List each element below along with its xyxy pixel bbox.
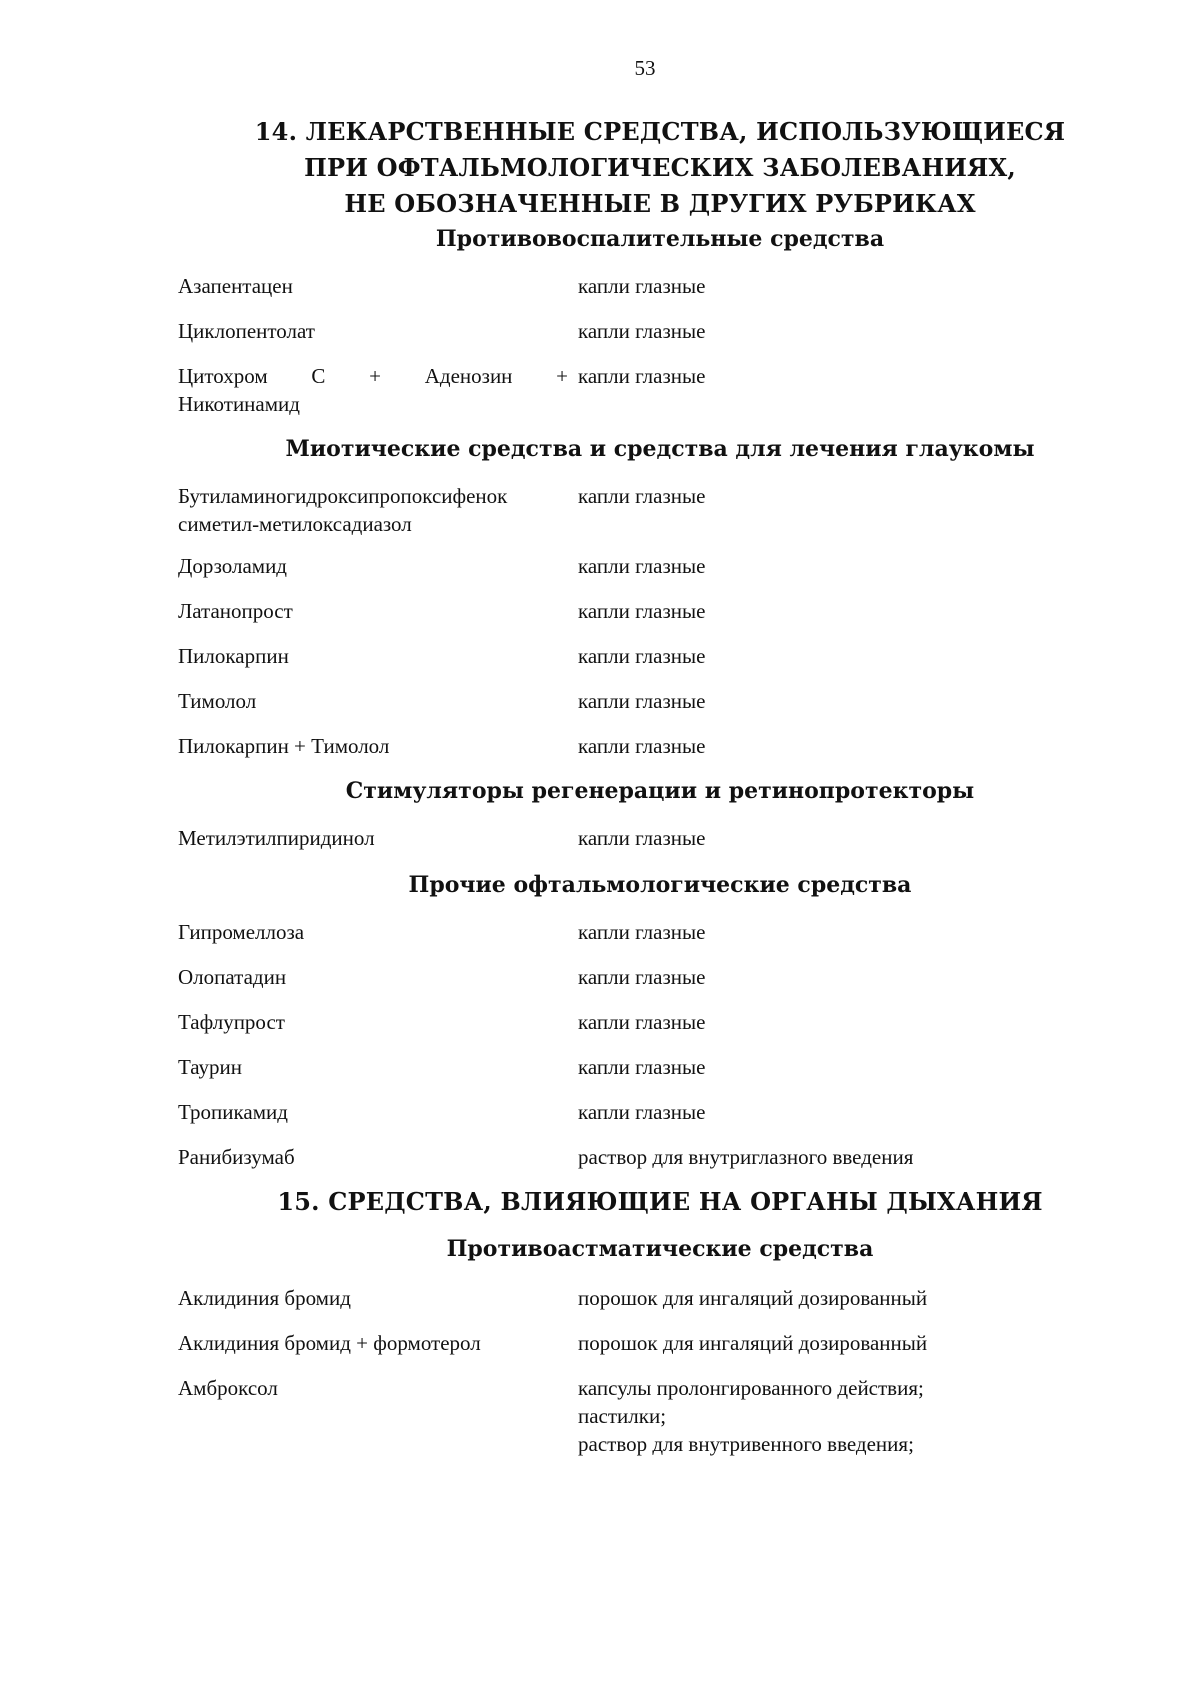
chapter-heading-line: 15. СРЕДСТВА, ВЛИЯЮЩИЕ НА ОРГАНЫ ДЫХАНИЯ	[277, 1187, 1043, 1216]
drug-name: Тропикамид	[178, 1100, 288, 1124]
chapter-14-heading	[230, 114, 1090, 222]
dosage-form: капли глазные	[578, 1010, 706, 1034]
drug-name: Пилокарпин + Тимолол	[178, 734, 390, 758]
drug-name: Олопатадин	[178, 965, 287, 989]
drug-name-part: +	[556, 364, 568, 388]
dosage-form	[578, 1374, 1038, 1458]
drug-name: Тимолол	[178, 689, 257, 713]
section-heading-glaucoma: Миотические средства и средства для лечения глаукомы	[285, 436, 1035, 462]
chapter-15-heading	[230, 1184, 1090, 1220]
drug-name: Аклидиния бромид + формотерол	[178, 1331, 481, 1355]
dosage-form: капли глазные	[578, 920, 706, 944]
section-heading-regeneration: Стимуляторы регенерации и ретинопротекторы	[345, 778, 975, 804]
drug-name-part: Аденозин	[424, 364, 513, 388]
drug-name-line	[178, 362, 568, 390]
chapter-heading-line: ПРИ ОФТАЛЬМОЛОГИЧЕСКИХ ЗАБОЛЕВАНИЯХ,	[304, 153, 1016, 182]
dosage-form: капли глазные	[578, 689, 706, 713]
dosage-form: капли глазные	[578, 364, 706, 388]
dosage-form: капли глазные	[578, 484, 706, 508]
drug-name: Гипромеллоза	[178, 920, 305, 944]
dosage-form: капли глазные	[578, 274, 706, 298]
drug-name: Амброксол	[178, 1376, 278, 1400]
dosage-form-line: пастилки;	[578, 1404, 667, 1428]
drug-name-part: С	[311, 364, 326, 388]
drug-name: Латанопрост	[178, 599, 293, 623]
dosage-form: раствор для внутриглазного введения	[578, 1145, 914, 1169]
drug-name-line: Никотинамид	[178, 392, 300, 416]
dosage-form-line: капсулы пролонгированного действия;	[578, 1376, 924, 1400]
drug-name-line: симетил-метилоксадиазол	[178, 512, 412, 536]
drug-name: Циклопентолат	[178, 319, 315, 343]
dosage-form: капли глазные	[578, 554, 706, 578]
drug-name	[178, 482, 568, 538]
drug-name: Таурин	[178, 1055, 243, 1079]
dosage-form: капли глазные	[578, 734, 706, 758]
drug-name: Метилэтилпиридинол	[178, 826, 375, 850]
dosage-form: капли глазные	[578, 599, 706, 623]
dosage-form: капли глазные	[578, 319, 706, 343]
drug-name-part: +	[369, 364, 381, 388]
dosage-form: порошок для ингаляций дозированный	[578, 1331, 928, 1355]
drug-name: Дорзоламид	[178, 554, 287, 578]
dosage-form-line: раствор для внутривенного введения;	[578, 1432, 914, 1456]
dosage-form: капли глазные	[578, 965, 706, 989]
drug-name-line: Бутиламиногидроксипропоксифенок	[178, 484, 508, 508]
chapter-heading-line: НЕ ОБОЗНАЧЕННЫЕ В ДРУГИХ РУБРИКАХ	[344, 189, 976, 218]
dosage-form: капли глазные	[578, 644, 706, 668]
drug-name: Пилокарпин	[178, 644, 289, 668]
section-heading-anti-inflammatory: Противовоспалительные средства	[435, 226, 885, 252]
drug-name: Тафлупрост	[178, 1010, 285, 1034]
section-heading-antiasthmatic: Противоастматические средства	[446, 1236, 874, 1262]
drug-name	[178, 362, 568, 418]
dosage-form: капли глазные	[578, 1100, 706, 1124]
drug-name: Азапентацен	[178, 274, 293, 298]
drug-name: Ранибизумаб	[178, 1145, 295, 1169]
dosage-form: капли глазные	[578, 826, 706, 850]
section-heading-other-ophthalmic: Прочие офтальмологические средства	[408, 872, 912, 898]
page-number: 53	[634, 56, 656, 80]
drug-name-part: Цитохром	[178, 364, 268, 388]
dosage-form: капли глазные	[578, 1055, 706, 1079]
dosage-form: порошок для ингаляций дозированный	[578, 1286, 928, 1310]
chapter-heading-line: 14. ЛЕКАРСТВЕННЫЕ СРЕДСТВА, ИСПОЛЬЗУЮЩИЕСЯ	[254, 117, 1066, 146]
drug-name: Аклидиния бромид	[178, 1286, 351, 1310]
